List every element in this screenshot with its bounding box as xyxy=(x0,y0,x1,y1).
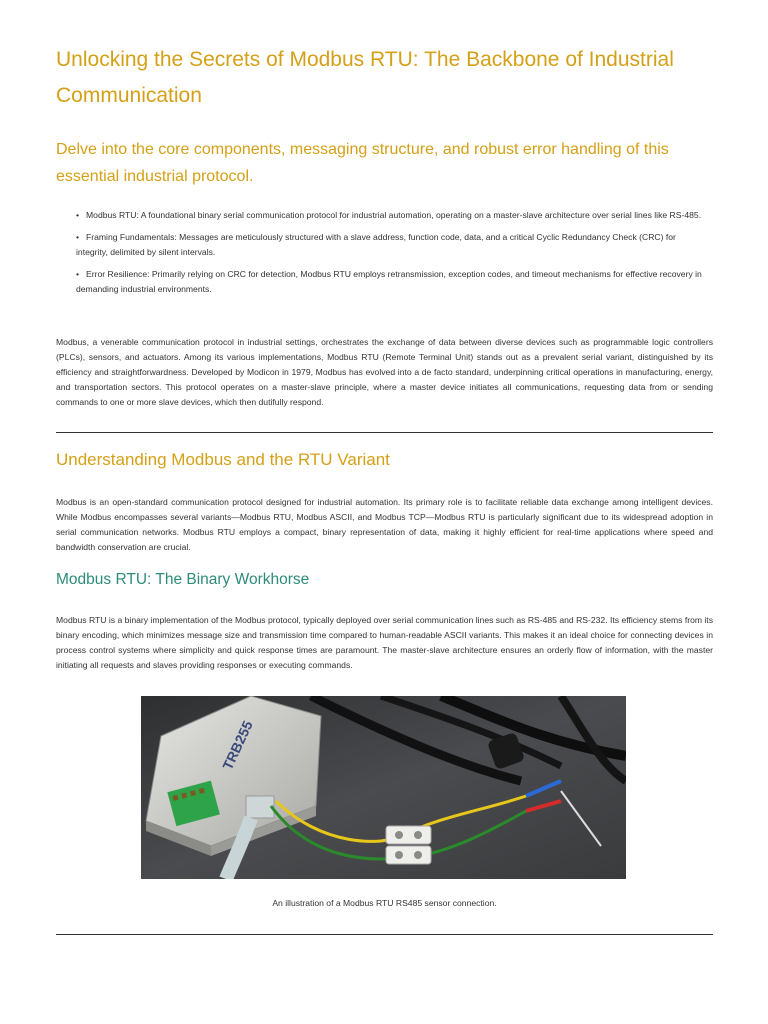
page-title: Unlocking the Secrets of Modbus RTU: The Backbone of Industrial Communication xyxy=(56,48,674,107)
subsection-heading: Modbus RTU: The Binary Workhorse xyxy=(56,571,310,588)
section-heading: Understanding Modbus and the RTU Variant xyxy=(56,450,390,469)
device-label: TRB255 xyxy=(219,718,256,773)
section-divider xyxy=(56,934,713,935)
key-points-list xyxy=(76,208,708,304)
list-item xyxy=(76,230,708,260)
figure-caption: An illustration of a Modbus RTU RS485 sensor connection. xyxy=(272,898,497,908)
intro-paragraph: Modbus, a venerable communication protocol in industrial settings, orchestrates the exchange of data between diverse devices such as programmable logic controllers (PLCs), sensors, and actuators. Among its various implementations, Modbus RTU (Remote Terminal Unit) stands out as a prevalent serial variant, distinguished by its efficiency and straightforwardness. Developed by Modicon in 1979, Modbus has evolved into a de facto standard, underpinning critical operations in manufacturing, energy, and transportation sectors. This protocol operates on a master-slave principle, where a master device initiates all communications, requesting data from or sending commands to one or more slave devices, which then dutifully respond. xyxy=(56,337,713,407)
photo-illustration xyxy=(141,696,626,879)
list-item xyxy=(76,267,708,297)
subsection-paragraph: Modbus RTU is a binary implementation of the Modbus protocol, typically deployed over serial communication lines such as RS-485 and RS-232. Its efficiency stems from its binary encoding, which minimizes message size and transmission time compared to human-readable ASCII variants. This makes it an ideal choice for connecting devices in process control systems where simplicity and quick response times are paramount. The master-slave architecture ensures an orderly flow of information, with the master initiating all requests and slaves providing responses or executing commands. xyxy=(56,615,713,670)
section-divider xyxy=(56,432,713,433)
modbus-device-photo xyxy=(141,696,626,879)
list-item-text: Error Resilience: Primarily relying on CRC for detection, Modbus RTU employs retransmission, exception codes, and timeout mechanisms for effective recovery in demanding industrial environments. xyxy=(76,269,702,294)
section-paragraph: Modbus is an open-standard communication protocol designed for industrial automation. Its primary role is to facilitate reliable data exchange among intelligent devices. While Modbus encompasses several variants—Modbus RTU, Modbus ASCII, and Modbus TCP—Modbus RTU is particularly significant due to its widespread adoption in serial communication networks. Modbus RTU employs a compact, binary representation of data, making it highly efficient for real-time applications where speed and bandwidth conservation are crucial. xyxy=(56,497,713,552)
bullet-icon: • xyxy=(76,210,80,220)
list-item-text: Modbus RTU: A foundational binary serial communication protocol for industrial automation, operating on a master-slave architecture over serial lines like RS-485. xyxy=(86,210,702,220)
bullet-icon: • xyxy=(76,232,80,242)
list-item xyxy=(76,208,708,223)
page-subtitle: Delve into the core components, messaging structure, and robust error handling of this essential industrial protocol. xyxy=(56,141,669,185)
bullet-icon: • xyxy=(76,269,80,279)
list-item-text: Framing Fundamentals: Messages are meticulously structured with a slave address, function code, data, and a critical Cyclic Redundancy Check (CRC) for integrity, delimited by silent intervals. xyxy=(76,232,676,257)
